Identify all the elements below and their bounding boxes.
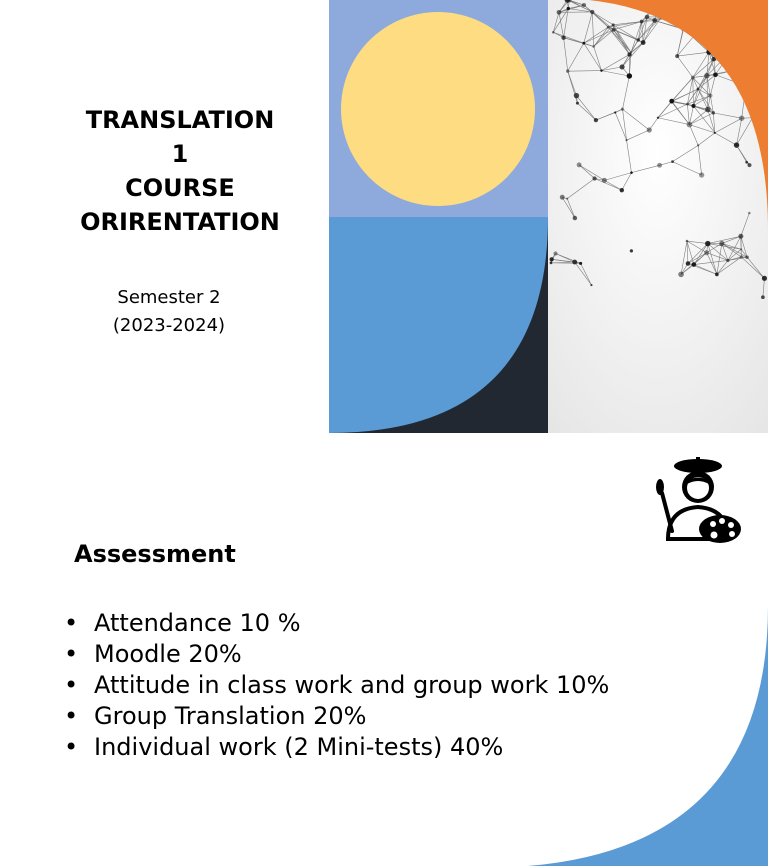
subtitle-line: Semester 2 xyxy=(117,287,221,308)
assessment-list xyxy=(60,608,620,763)
title-line: 1 xyxy=(171,140,189,168)
list-item: • Individual work (2 Mini-tests) 40% xyxy=(60,732,620,763)
decorative-artwork xyxy=(329,0,768,433)
assessment-heading: Assessment xyxy=(74,540,236,568)
list-item: • Moodle 20% xyxy=(60,639,620,670)
artist-painter-icon xyxy=(652,457,744,549)
title-line: COURSE xyxy=(125,174,235,202)
list-item: • Attitude in class work and group work 10% xyxy=(60,670,620,701)
subtitle-line: (2023-2024) xyxy=(112,315,226,336)
title-line: TRANSLATION xyxy=(85,106,275,134)
title-line: ORIRENTATION xyxy=(80,208,280,236)
list-item: • Attendance 10 % xyxy=(60,608,620,639)
slide-title xyxy=(60,103,300,239)
sun-circle xyxy=(341,12,535,206)
list-item: • Group Translation 20% xyxy=(60,701,620,732)
slide-subtitle xyxy=(70,284,268,340)
assessment-slide xyxy=(0,433,768,866)
